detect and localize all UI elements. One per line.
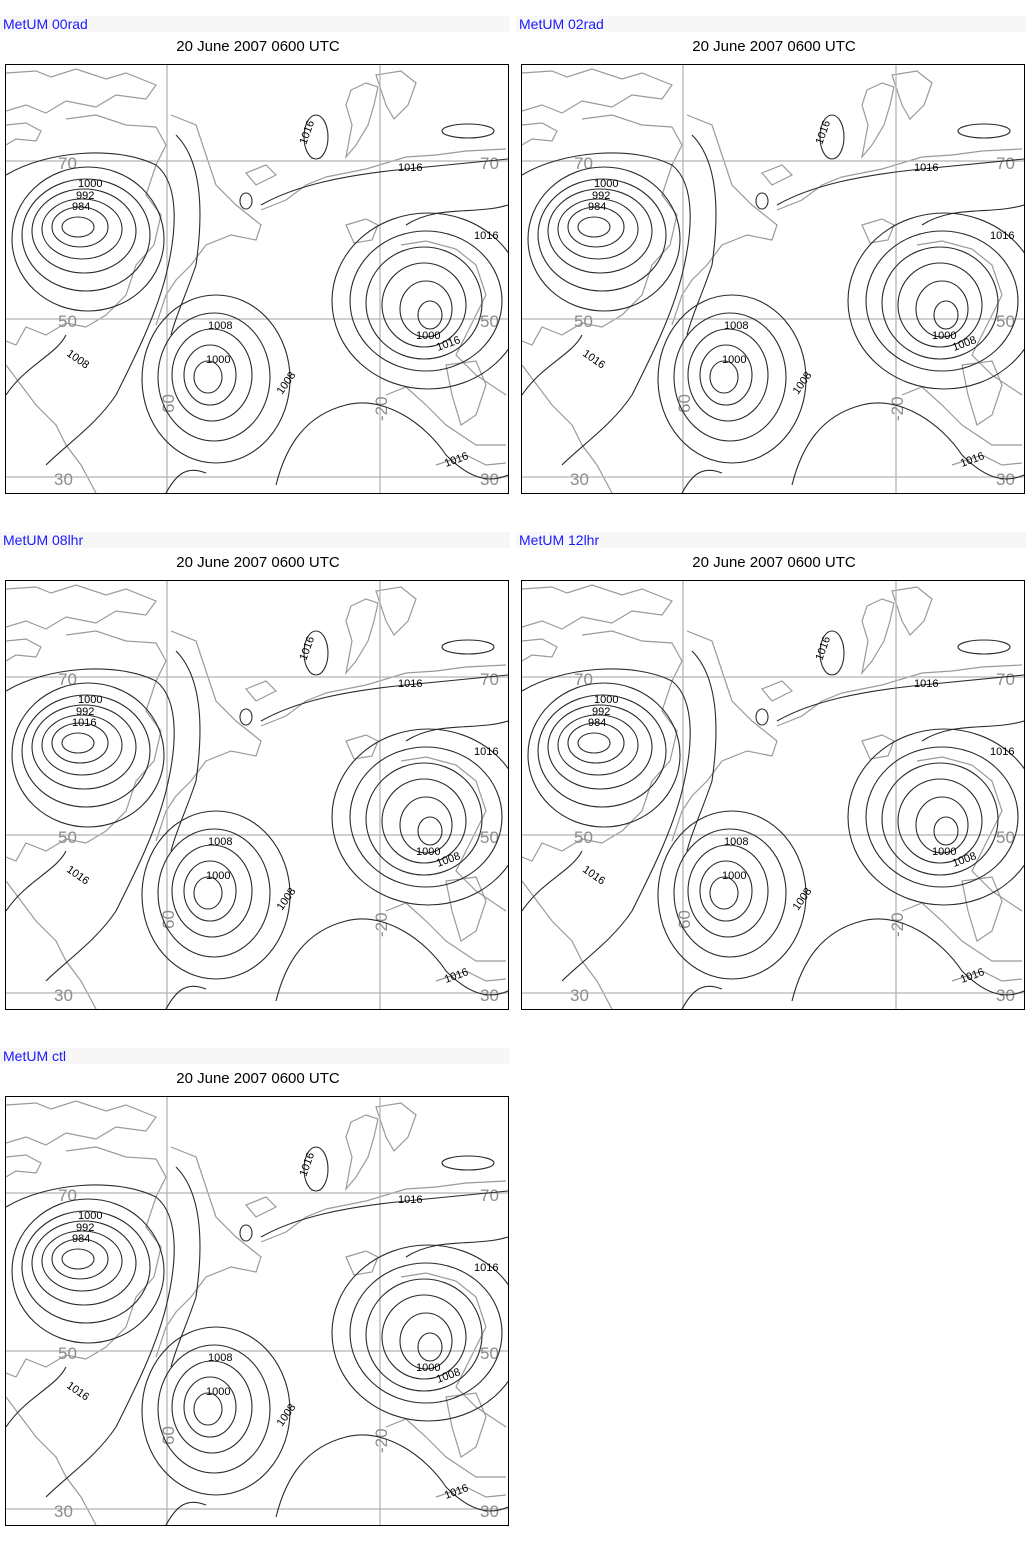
panel-title: 20 June 2007 0600 UTC: [176, 1070, 340, 1087]
isobar-label: 1016: [442, 1482, 471, 1502]
panel-title: 20 June 2007 0600 UTC: [692, 38, 856, 55]
panel-label: MetUM ctl: [0, 1048, 510, 1064]
isobar-label: 1016: [990, 746, 1015, 758]
lat-70-label: 70: [574, 670, 593, 689]
isobar-label: 1008: [950, 334, 979, 354]
isobar-label: 1000: [206, 1386, 231, 1398]
grid-lines: [522, 65, 1024, 493]
lat-30-left-label: 30: [570, 470, 589, 489]
isobar-label: 1008: [724, 836, 749, 848]
isobar-label: 1016: [64, 1379, 92, 1404]
lon-60-label: 60: [675, 394, 694, 413]
lat-70-label: 70: [58, 1186, 77, 1205]
isobars: [522, 115, 1024, 493]
panel-title: 20 June 2007 0600 UTC: [692, 554, 856, 571]
isobar-labels: [64, 635, 498, 986]
isobar-label: 1016: [474, 230, 499, 242]
lat-50-label: 50: [58, 312, 77, 331]
pressure-map: [521, 64, 1025, 494]
isobar-label: 984: [588, 201, 607, 213]
isobar-label: 1008: [724, 320, 749, 332]
isobar-label: 1016: [474, 746, 499, 758]
lat-70-right-label: 70: [480, 670, 499, 689]
map-panel-4: [516, 532, 1026, 1032]
isobar-label: 1008: [274, 885, 299, 913]
isobar-label: 1008: [950, 850, 979, 870]
isobar-labels: [580, 119, 1014, 470]
isobar-labels: [580, 635, 1014, 986]
isobar-label: 1008: [208, 320, 233, 332]
isobar-label: 1016: [398, 162, 423, 174]
isobar-label: 1000: [594, 694, 619, 706]
isobar-label: 1016: [398, 678, 423, 690]
isobar-label: 1008: [64, 347, 92, 372]
lat-30-left-label: 30: [54, 986, 73, 1005]
pressure-map: [5, 64, 509, 494]
pressure-map: [521, 580, 1025, 1010]
isobar-label: 1008: [274, 1401, 299, 1429]
isobar-labels: [64, 119, 498, 470]
isobar-label: 1000: [206, 354, 231, 366]
lat-70-label: 70: [58, 670, 77, 689]
isobar-label: 1016: [72, 717, 97, 729]
panel-title: 20 June 2007 0600 UTC: [176, 38, 340, 55]
isobar-label: 984: [588, 717, 607, 729]
map-canvas: [522, 65, 1024, 493]
lat-50-right-label: 50: [480, 312, 499, 331]
map-panel-3: [0, 532, 510, 1032]
isobar-label: 1016: [64, 863, 92, 888]
panel-title: 20 June 2007 0600 UTC: [176, 554, 340, 571]
grid-lines: [522, 581, 1024, 1009]
lat-50-right-label: 50: [480, 828, 499, 847]
lat-70-label: 70: [58, 154, 77, 173]
map-panel-5: [0, 1048, 510, 1548]
isobar-label: 1016: [297, 118, 318, 147]
lon-60-label: 60: [159, 394, 178, 413]
isobar-label: 1000: [78, 694, 103, 706]
isobar-label: 1016: [990, 230, 1015, 242]
panel-label: MetUM 02rad: [516, 16, 1026, 32]
isobar-label: 1000: [78, 1210, 103, 1222]
lon-20-label: -20: [372, 912, 391, 937]
panel-label: MetUM 12lhr: [516, 532, 1026, 548]
isobar-label: 984: [72, 201, 91, 213]
isobar-label: 1008: [434, 1366, 463, 1386]
isobar-label: 1000: [416, 846, 441, 858]
isobar-label: 1016: [958, 450, 987, 470]
lat-50-label: 50: [58, 828, 77, 847]
lat-50-right-label: 50: [996, 312, 1015, 331]
grid-lines: [6, 581, 508, 1009]
lat-30-left-label: 30: [54, 470, 73, 489]
isobar-label: 984: [72, 1233, 91, 1245]
isobar-label: 1016: [297, 1150, 318, 1179]
isobar-label: 1000: [416, 330, 441, 342]
isobars: [6, 631, 508, 1009]
lon-60-label: 60: [159, 1426, 178, 1445]
lat-70-right-label: 70: [480, 154, 499, 173]
isobar-label: 1000: [932, 330, 957, 342]
isobar-label: 1000: [416, 1362, 441, 1374]
isobar-label: 1016: [297, 634, 318, 663]
isobar-label: 992: [76, 706, 95, 718]
isobar-label: 1000: [722, 870, 747, 882]
panel-label: MetUM 08lhr: [0, 532, 510, 548]
isobar-label: 1016: [474, 1262, 499, 1274]
isobar-label: 1016: [914, 678, 939, 690]
lat-50-label: 50: [58, 1344, 77, 1363]
lon-20-label: -20: [888, 912, 907, 937]
lon-20-label: -20: [888, 396, 907, 421]
lat-30-right-label: 30: [996, 470, 1015, 489]
isobar-label: 1016: [580, 863, 608, 888]
map-canvas: [6, 1097, 508, 1525]
isobar-label: 1000: [206, 870, 231, 882]
isobar-label: 1000: [722, 354, 747, 366]
lon-20-label: -20: [372, 396, 391, 421]
lat-70-right-label: 70: [996, 670, 1015, 689]
lat-30-left-label: 30: [570, 986, 589, 1005]
lat-30-right-label: 30: [480, 1502, 499, 1521]
pressure-map: [5, 1096, 509, 1526]
map-canvas: [522, 581, 1024, 1009]
isobar-label: 1000: [932, 846, 957, 858]
isobar-label: 1008: [274, 369, 299, 397]
isobars: [6, 115, 508, 493]
isobar-labels: [64, 1151, 498, 1502]
lat-50-label: 50: [574, 828, 593, 847]
lat-70-right-label: 70: [480, 1186, 499, 1205]
isobar-label: 1016: [434, 334, 463, 354]
lat-50-right-label: 50: [996, 828, 1015, 847]
isobar-label: 992: [76, 190, 95, 202]
lat-30-right-label: 30: [480, 470, 499, 489]
isobar-label: 1016: [958, 966, 987, 986]
lat-30-right-label: 30: [480, 986, 499, 1005]
panel-label: MetUM 00rad: [0, 16, 510, 32]
isobar-label: 1000: [78, 178, 103, 190]
lat-30-right-label: 30: [996, 986, 1015, 1005]
isobar-label: 1008: [790, 369, 815, 397]
map-canvas: [6, 581, 508, 1009]
map-panel-2: [516, 16, 1026, 516]
pressure-map: [5, 580, 509, 1010]
isobar-label: 1008: [434, 850, 463, 870]
lat-70-right-label: 70: [996, 154, 1015, 173]
lat-30-left-label: 30: [54, 1502, 73, 1521]
isobar-label: 1016: [914, 162, 939, 174]
isobar-label: 1016: [813, 118, 834, 147]
isobar-label: 1008: [208, 836, 233, 848]
grid-lines: [6, 65, 508, 493]
lon-60-label: 60: [159, 910, 178, 929]
isobar-label: 1000: [594, 178, 619, 190]
lon-20-label: -20: [372, 1428, 391, 1453]
lat-50-label: 50: [574, 312, 593, 331]
isobar-label: 992: [592, 190, 611, 202]
isobar-label: 992: [76, 1222, 95, 1234]
grid-lines: [6, 1097, 508, 1525]
isobar-label: 992: [592, 706, 611, 718]
isobar-label: 1008: [790, 885, 815, 913]
isobars: [6, 1147, 508, 1525]
lat-50-right-label: 50: [480, 1344, 499, 1363]
isobar-label: 1016: [398, 1194, 423, 1206]
lon-60-label: 60: [675, 910, 694, 929]
isobars: [522, 631, 1024, 1009]
map-panel-1: [0, 16, 510, 516]
isobar-label: 1008: [208, 1352, 233, 1364]
isobar-label: 1016: [813, 634, 834, 663]
isobar-label: 1016: [580, 347, 608, 372]
isobar-label: 1016: [442, 966, 471, 986]
lat-70-label: 70: [574, 154, 593, 173]
isobar-label: 1016: [442, 450, 471, 470]
map-canvas: [6, 65, 508, 493]
